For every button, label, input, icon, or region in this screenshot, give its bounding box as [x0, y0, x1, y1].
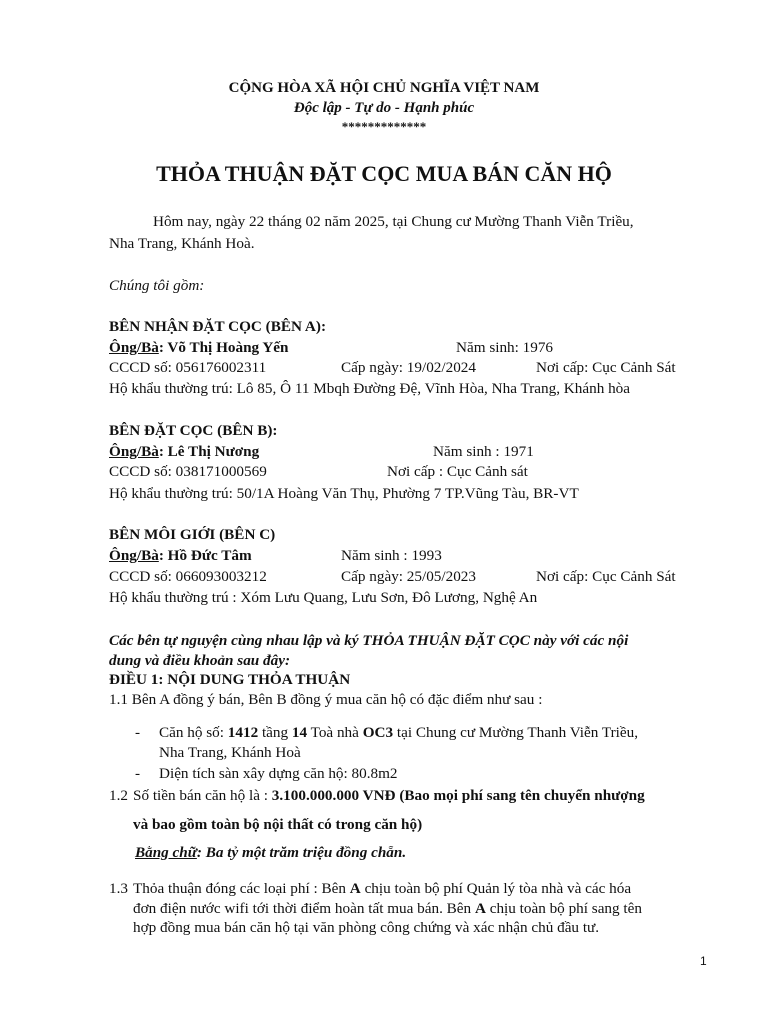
party-b-issue-place: Nơi cấp : Cục Cảnh sát	[387, 463, 528, 480]
party-c-id: CCCD số: 066093003212	[109, 568, 267, 585]
apartment-number: 1412	[227, 724, 259, 741]
fee-text: Thỏa thuận đóng các loại phí : Bên	[133, 880, 350, 897]
intro-line-1: Hôm nay, ngày 22 tháng 02 năm 2025, tại Chung cư Mường Thanh Viễn Triều,	[153, 213, 634, 230]
party-b-name-label: Ông/Bà	[109, 443, 159, 460]
apartment-label: Căn hộ số:	[159, 724, 228, 741]
price-words-value: : Ba tỷ một trăm triệu đồng chẵn.	[196, 844, 407, 861]
party-a-ref: A	[349, 880, 361, 897]
party-a-heading: BÊN NHẬN ĐẶT CỌC (BÊN A):	[109, 318, 326, 335]
price-in-words	[135, 843, 406, 863]
party-c-birth: Năm sinh : 1993	[341, 547, 442, 564]
party-b-heading: BÊN ĐẶT CỌC (BÊN B):	[109, 422, 278, 439]
fee-text: đơn điện nước wifi tới thời điểm hoàn tất mua bán. Bên	[133, 900, 475, 917]
bullet-apartment-line-2: Nha Trang, Khánh Hoà	[159, 744, 301, 761]
clause-1-2-number: 1.2	[109, 787, 128, 804]
party-b-birth: Năm sinh : 1971	[433, 443, 534, 460]
page-number: 1	[700, 954, 707, 968]
floor-label: tầng	[258, 724, 292, 741]
party-b-name-row	[109, 442, 259, 462]
we-include-label: Chúng tôi gồm:	[109, 277, 205, 294]
party-c-heading: BÊN MÔI GIỚI (BÊN C)	[109, 526, 276, 543]
party-a-ref: A	[474, 900, 486, 917]
clause-1-3-line-1	[133, 879, 631, 899]
price-words-label: Bằng chữ	[135, 844, 197, 861]
fee-text: chịu toàn bộ phí sang tên	[485, 900, 642, 917]
bullet-dash: -	[135, 765, 141, 782]
party-a-id: CCCD số: 056176002311	[109, 359, 267, 376]
bullet-area: Diện tích sàn xây dựng căn hộ: 80.8m2	[159, 765, 398, 782]
clause-1-1: 1.1 Bên A đồng ý bán, Bên B đồng ý mua căn hộ có đặc điểm như sau :	[109, 691, 543, 708]
article-1-heading: ĐIỀU 1: NỘI DUNG THỎA THUẬN	[109, 671, 351, 688]
party-b-id: CCCD số: 038171000569	[109, 463, 267, 480]
clause-1-2	[133, 786, 645, 806]
decorative-stars: *************	[341, 119, 427, 134]
party-a-address: Hộ khẩu thường trú: Lô 85, Ô 11 Mbqh Đường Đệ, Vĩnh Hòa, Nha Trang, Khánh hòa	[109, 380, 631, 397]
document-title: THỎA THUẬN ĐẶT CỌC MUA BÁN CĂN HỘ	[156, 161, 612, 186]
party-c-name-label: Ông/Bà	[109, 547, 159, 564]
intro-line-2: Nha Trang, Khánh Hoà.	[109, 235, 255, 252]
party-b-address: Hộ khẩu thường trú: 50/1A Hoàng Văn Thụ, Phường 7 TP.Vũng Tàu, BR-VT	[109, 485, 579, 502]
party-c-name: : Hồ Đức Tâm	[158, 547, 252, 564]
party-c-name-row	[109, 546, 252, 566]
party-c-issue-date: Cấp ngày: 25/05/2023	[341, 568, 476, 585]
clause-1-3-line-2	[133, 899, 642, 919]
clause-1-2-line-2: và bao gồm toàn bộ nội thất có trong căn hộ)	[133, 816, 423, 833]
building-name: OC3	[362, 724, 394, 741]
national-motto: Độc lập - Tự do - Hạnh phúc	[293, 100, 475, 116]
party-b-name: : Lê Thị Nương	[158, 443, 260, 460]
price-label: Số tiền bán căn hộ là :	[133, 787, 272, 804]
party-a-name-label: Ông/Bà	[109, 339, 159, 356]
bullet-apartment	[159, 723, 638, 743]
party-a-name-row	[109, 338, 289, 358]
national-title: CỘNG HÒA XÃ HỘI CHỦ NGHĨA VIỆT NAM	[228, 80, 540, 96]
party-a-birth: Năm sinh: 1976	[456, 339, 554, 356]
price-value: 3.100.000.000 VNĐ (Bao mọi phí sang tên chuyển nhượng	[271, 787, 645, 804]
location-text: tại Chung cư Mường Thanh Viễn Triều,	[393, 724, 639, 741]
building-label: Toà nhà	[307, 724, 363, 741]
bullet-dash: -	[135, 724, 141, 741]
agreement-intro-line-1: Các bên tự nguyện cùng nhau lập và ký THỎA THUẬN ĐẶT CỌC này với các nội	[109, 632, 629, 649]
party-a-name: : Võ Thị Hoàng Yến	[158, 339, 289, 356]
party-a-issue-date: Cấp ngày: 19/02/2024	[341, 359, 476, 376]
clause-1-3-line-3: hợp đồng mua bán căn hộ tại văn phòng công chứng và xác nhận chủ đầu tư.	[133, 919, 600, 936]
fee-text: chịu toàn bộ phí Quản lý tòa nhà và các hóa	[360, 880, 632, 897]
agreement-intro-line-2: dung và điều khoản sau đây:	[109, 652, 291, 669]
clause-1-3-number: 1.3	[109, 880, 128, 897]
floor-number: 14	[291, 724, 308, 741]
party-c-issue-place: Nơi cấp: Cục Cảnh Sát	[536, 568, 676, 585]
party-a-issue-place: Nơi cấp: Cục Cảnh Sát	[536, 359, 676, 376]
party-c-address: Hộ khẩu thường trú : Xóm Lưu Quang, Lưu Sơn, Đô Lương, Nghệ An	[109, 589, 538, 606]
